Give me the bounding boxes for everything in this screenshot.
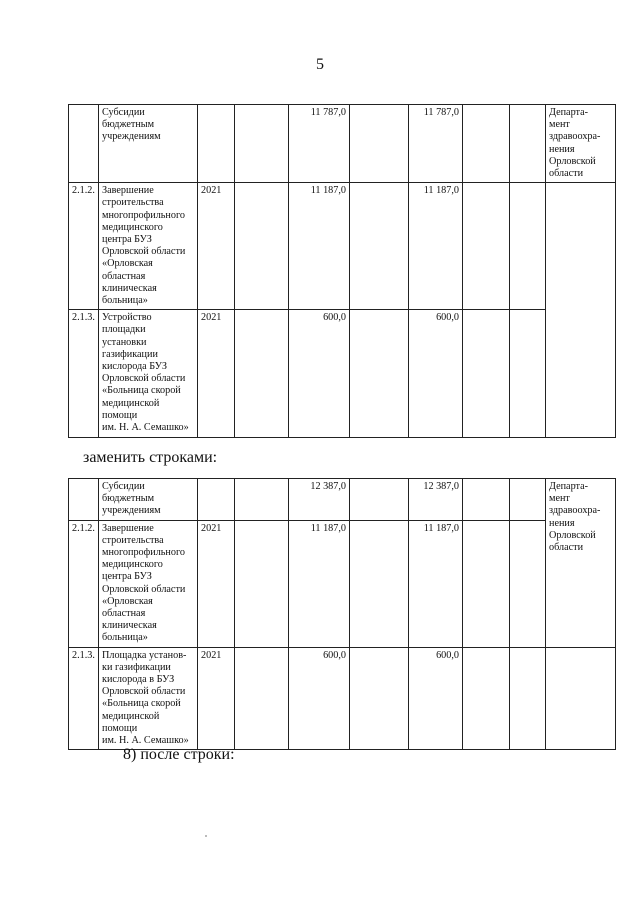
row-year: 2021: [198, 310, 235, 438]
scan-speck: [205, 835, 207, 837]
row-col6: [350, 479, 409, 521]
table-row: [69, 479, 616, 521]
page-number: 5: [316, 56, 324, 73]
row-col8: [463, 105, 510, 183]
row-col8: [463, 183, 510, 310]
department-cell: Департа- мент здравоохра- нения Орловской области: [546, 479, 616, 648]
row-col7: 12 387,0: [409, 479, 463, 521]
row-col8: [463, 647, 510, 750]
department-cell-empty: [546, 647, 616, 750]
row-col5: 12 387,0: [289, 479, 350, 521]
row-code: 2.1.3.: [69, 647, 99, 750]
row-col6: [350, 105, 409, 183]
replace-heading: заменить строками:: [83, 449, 218, 466]
row-col4: [235, 105, 289, 183]
row-col4: [235, 183, 289, 310]
row-col9: [510, 105, 546, 183]
row-code: [69, 479, 99, 521]
row-col9: [510, 520, 546, 647]
row-col4: [235, 310, 289, 438]
table-before: [68, 104, 616, 438]
row-col7: 11 787,0: [409, 105, 463, 183]
table-row: [69, 105, 616, 183]
row-name: Площадка установ- ки газификации кислорода в БУЗ Орловской области «Больница скорой медицинской помощи им. Н. А. Семашко»: [99, 647, 198, 750]
row-col9: [510, 647, 546, 750]
table-row: [69, 183, 616, 310]
row-col5: 11 187,0: [289, 183, 350, 310]
row-col7: 600,0: [409, 647, 463, 750]
row-code: 2.1.2.: [69, 183, 99, 310]
row-col5: 600,0: [289, 310, 350, 438]
row-year: 2021: [198, 520, 235, 647]
row-col5: 600,0: [289, 647, 350, 750]
table-row: [69, 647, 616, 750]
row-col9: [510, 183, 546, 310]
row-year: 2021: [198, 183, 235, 310]
row-col6: [350, 520, 409, 647]
row-name: Устройство площадки установки газификации кислорода БУЗ Орловской области «Больница скорой медицинской помощи им. Н. А. Семашко»: [99, 310, 198, 438]
row-col8: [463, 479, 510, 521]
department-cell-empty: [546, 183, 616, 438]
table-row: [69, 310, 616, 438]
row-col7: 600,0: [409, 310, 463, 438]
department-cell: Департа- мент здравоохра- нения Орловской области: [546, 105, 616, 183]
row-col6: [350, 310, 409, 438]
row-name: Завершение строительства многопрофильного медицинского центра БУЗ Орловской области «Орловская областная клиническая больница»: [99, 520, 198, 647]
row-name: Субсидии бюджетным учреждениям: [99, 479, 198, 521]
row-year: 2021: [198, 647, 235, 750]
row-code: [69, 105, 99, 183]
row-year: [198, 105, 235, 183]
row-col8: [463, 520, 510, 647]
row-col9: [510, 479, 546, 521]
row-name: Субсидии бюджетным учреждениям: [99, 105, 198, 183]
after-heading: 8) после строки:: [123, 746, 235, 763]
row-year: [198, 479, 235, 521]
row-code: 2.1.3.: [69, 310, 99, 438]
row-col6: [350, 647, 409, 750]
row-col4: [235, 479, 289, 521]
table-row: [69, 520, 616, 647]
row-col8: [463, 310, 510, 438]
row-col4: [235, 647, 289, 750]
row-name: Завершение строительства многопрофильного медицинского центра БУЗ Орловской области «Орловская областная клиническая больница»: [99, 183, 198, 310]
row-col4: [235, 520, 289, 647]
row-col7: 11 187,0: [409, 183, 463, 310]
row-col6: [350, 183, 409, 310]
row-col9: [510, 310, 546, 438]
table-after: [68, 478, 616, 750]
row-col5: 11 187,0: [289, 520, 350, 647]
row-col7: 11 187,0: [409, 520, 463, 647]
row-code: 2.1.2.: [69, 520, 99, 647]
row-col5: 11 787,0: [289, 105, 350, 183]
